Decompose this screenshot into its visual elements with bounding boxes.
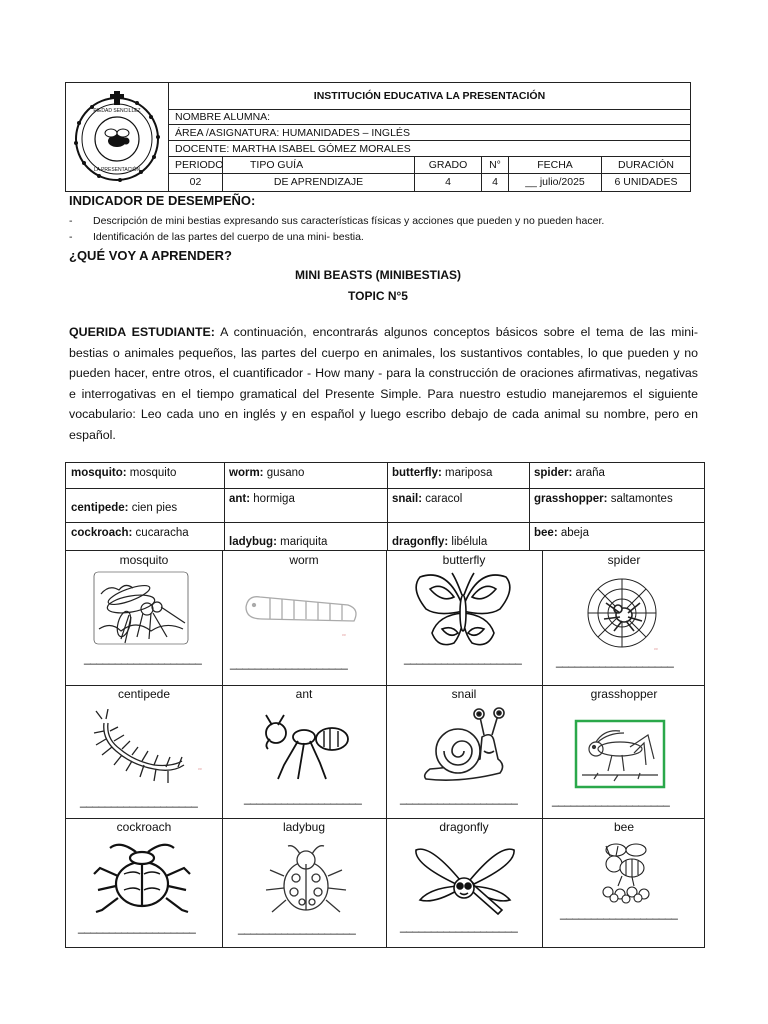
animal-cell-butterfly	[386, 551, 542, 685]
answer-line: ___________________	[244, 791, 362, 805]
vocab-item: cockroach: cucaracha	[71, 527, 189, 539]
animal-label: worm	[289, 553, 319, 567]
n-label: N°	[482, 157, 509, 174]
intro-lead: QUERIDA ESTUDIANTE:	[69, 325, 215, 339]
svg-text:LA PRESENTACIÓN: LA PRESENTACIÓN	[93, 167, 141, 173]
snail-icon	[420, 705, 512, 785]
animal-cell-mosquito	[66, 551, 222, 685]
indicador-item	[69, 231, 364, 243]
animal-label: ant	[295, 687, 313, 701]
vocab-item: ladybug: mariquita	[229, 536, 328, 548]
animal-cell-centipede	[66, 685, 222, 818]
svg-text:ᵒᵒ: ᵒᵒ	[342, 633, 346, 639]
animal-cell-snail	[386, 685, 542, 818]
vocab-item: bee: abeja	[534, 527, 589, 539]
intro-text: A continuación, encontrarás algunos conceptos básicos sobre el tema de las mini-bestias o animales pequeños, las partes del cuerpo en animales, los sustantivos contables, lo que pueden y no pueden hacer, entre otros, el cuantificador - How many - para la construcción de oraciones afirmativas, negativas e interrogativas en el tiempo gramatical del Presente Simple. Para nuestro estudio manejaremos el siguiente vocabulario: Leo cada uno en inglés y en español y luego escribo debajo de cada animal su nombre, pero en español.	[69, 325, 698, 442]
worm-icon	[238, 579, 368, 639]
animal-label: ladybug	[282, 820, 326, 834]
periodo-label: PERIODO	[169, 157, 223, 174]
animal-label: butterfly	[442, 553, 486, 567]
grado-value: 4	[415, 174, 482, 191]
animal-cell-bee	[542, 818, 706, 947]
answer-line: ___________________	[230, 656, 348, 670]
animal-cell-grasshopper	[542, 685, 706, 818]
intro-paragraph	[69, 322, 698, 445]
cockroach-icon	[90, 840, 194, 920]
answer-line: ___________________	[238, 921, 356, 935]
butterfly-icon	[408, 567, 518, 653]
grado-label: GRADO	[415, 157, 482, 174]
answer-line: ___________________	[78, 920, 196, 934]
bee-icon	[594, 836, 658, 904]
mosquito-icon	[91, 569, 191, 647]
answer-line: ___________________	[84, 651, 202, 665]
vocab-item: centipede: cien pies	[71, 502, 178, 514]
animal-cell-spider	[542, 551, 706, 685]
animal-label: cockroach	[116, 820, 172, 834]
institution-title: INSTITUCIÓN EDUCATIVA LA PRESENTACIÓN	[169, 83, 690, 110]
vocabulary-table	[65, 462, 705, 551]
school-seal-logo	[70, 91, 164, 183]
animal-label: dragonfly	[439, 820, 489, 834]
answer-line: ___________________	[404, 651, 522, 665]
bullet-dash: -	[69, 231, 73, 243]
animal-label: spider	[607, 553, 641, 567]
animal-label: grasshopper	[590, 687, 658, 701]
vocab-item: butterfly: mariposa	[392, 467, 493, 479]
svg-text:ᵒᵒ: ᵒᵒ	[198, 767, 202, 773]
tipo-value: DE APRENDIZAJE	[223, 174, 415, 191]
answer-line: ___________________	[556, 654, 674, 668]
animal-cell-dragonfly	[386, 818, 542, 947]
animal-label: mosquito	[119, 553, 169, 567]
animal-label: centipede	[117, 687, 171, 701]
header-info-grid	[169, 157, 690, 191]
bullet-dash: -	[69, 215, 73, 227]
answer-line: ___________________	[560, 906, 678, 920]
vocab-item: dragonfly: libélula	[392, 536, 488, 548]
dragonfly-icon	[410, 838, 520, 918]
indicador-item-text: Identificación de las partes del cuerpo de una mini- bestia.	[93, 231, 364, 243]
student-name-row: NOMBRE ALUMNA:	[169, 110, 690, 125]
aprender-heading: ¿QUÉ VOY A APRENDER?	[69, 248, 233, 263]
animal-cell-ant	[222, 685, 386, 818]
answer-line: ___________________	[552, 793, 670, 807]
duracion-value: 6 UNIDADES	[614, 176, 678, 188]
answer-line: ___________________	[400, 791, 518, 805]
vocab-item: spider: araña	[534, 467, 605, 479]
vocab-item: mosquito: mosquito	[71, 467, 177, 479]
vocab-item: worm: gusano	[229, 467, 305, 479]
answer-line: ___________________	[400, 919, 518, 933]
centipede-icon	[92, 709, 208, 789]
indicador-heading: INDICADOR DE DESEMPEÑO:	[69, 193, 256, 208]
indicador-item	[69, 215, 604, 227]
topic-number: TOPIC N°5	[348, 289, 408, 303]
periodo-value: 02	[169, 174, 223, 191]
duracion-label: DURACIÓN	[602, 157, 690, 174]
n-value: 4	[482, 174, 509, 191]
svg-text:ᵒᵒ: ᵒᵒ	[654, 647, 658, 653]
answer-line: ___________________	[80, 794, 198, 808]
animal-cell-ladybug	[222, 818, 386, 947]
animal-cell-cockroach	[66, 818, 222, 947]
animal-label: snail	[451, 687, 477, 701]
animal-cell-worm	[222, 551, 386, 685]
svg-text:PIEDAD SENCILLEZ: PIEDAD SENCILLEZ	[93, 108, 141, 114]
area-row: ÁREA /ASIGNATURA: HUMANIDADES – INGLÉS	[169, 125, 690, 141]
fecha-value: __ julio/2025	[509, 174, 602, 191]
topic-subtitle: MINI BEASTS (MINIBESTIAS)	[294, 268, 461, 282]
header-table	[65, 82, 691, 192]
tipo-label: TIPO GUÍA	[223, 157, 415, 174]
vocab-item: ant: hormiga	[229, 493, 295, 505]
vocab-item: grasshopper: saltamontes	[534, 493, 673, 505]
indicador-item-text: Descripción de mini bestias expresando sus características físicas y acciones que pueden y no pueden hacer.	[93, 215, 605, 227]
ladybug-icon	[260, 840, 350, 920]
animal-image-grid	[65, 550, 705, 948]
teacher-row: DOCENTE: MARTHA ISABEL GÓMEZ MORALES	[169, 141, 690, 157]
ant-icon	[254, 713, 354, 781]
fecha-label: FECHA	[509, 157, 602, 174]
logo-cell	[66, 83, 169, 191]
vocab-item: snail: caracol	[392, 493, 463, 505]
spider-icon	[580, 573, 664, 653]
grasshopper-icon	[574, 719, 666, 789]
animal-label: bee	[613, 820, 635, 834]
